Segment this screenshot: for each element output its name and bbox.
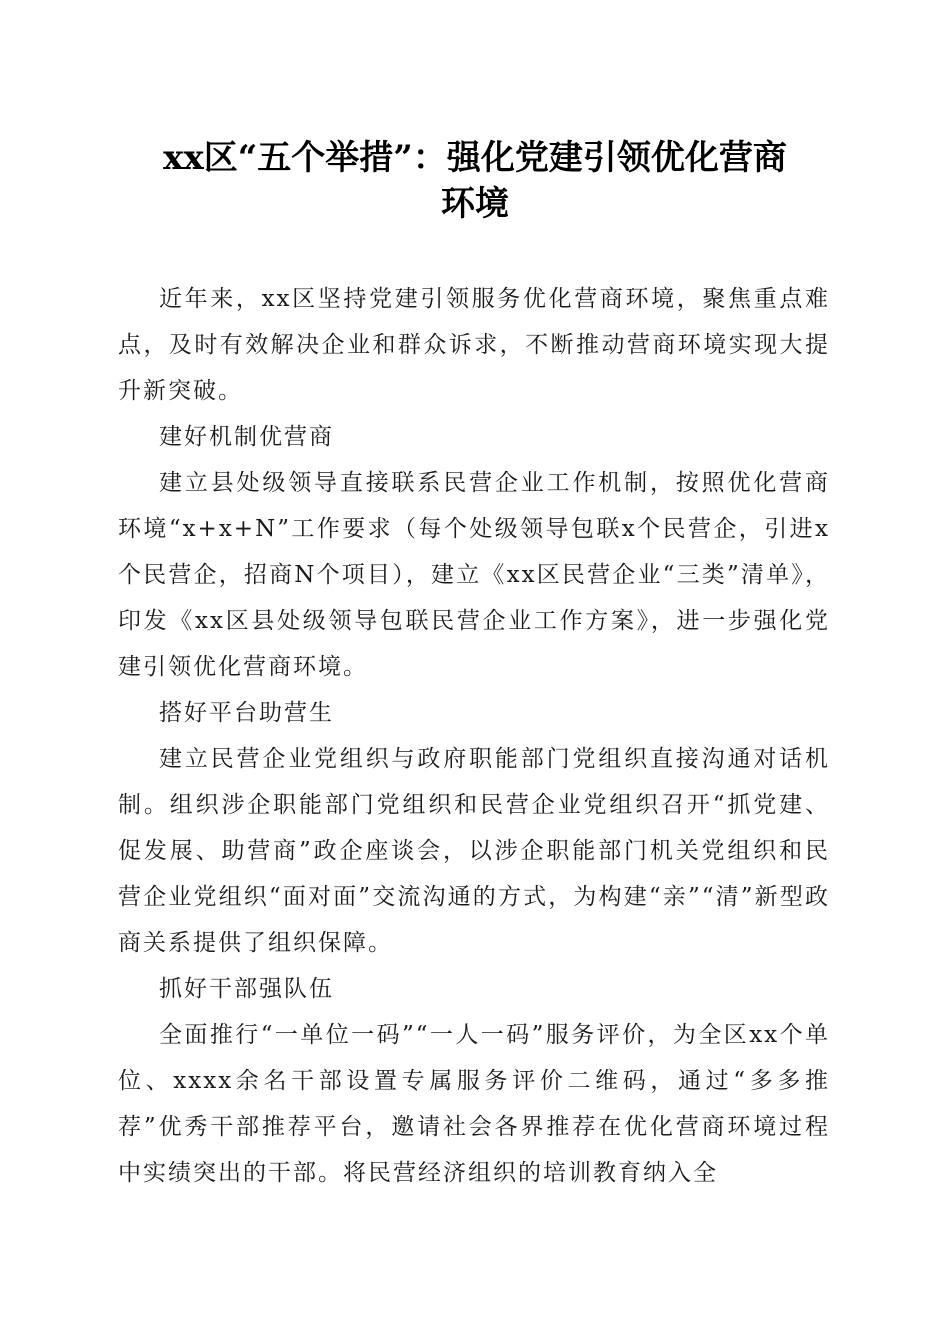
intro-paragraph: 近年来，xx区坚持党建引领服务优化营商环境，聚焦重点难点，及时有效解决企业和群众诉求，不断推动营商环境实现大提升新突破。 [118, 286, 830, 404]
document-title [120, 135, 830, 227]
mechanism-paragraph: 建立县处级领导直接联系民营企业工作机制，按照优化营商环境“x+x+N”工作要求（每个处级领导包联x个民营企，引进x个民营企，招商N个项目），建立《xx区民营企业“三类”清单》，印发《xx区县处级领导包联民营企业工作方案》，进一步强化党建引领优化营商环境。 [118, 470, 830, 680]
document-body [118, 276, 830, 1196]
platform-paragraph: 建立民营企业党组织与政府职能部门党组织直接沟通对话机制。组织涉企职能部门党组织和民营企业党组织召开“抓党建、促发展、助营商”政企座谈会，以涉企职能部门机关党组织和民营企业党组织“面对面”交流沟通的方式，为构建“亲”“清”新型政商关系提供了组织保障。 [118, 746, 830, 956]
section-heading-cadres: 抓好干部强队伍 [159, 976, 334, 1002]
section-heading-mechanism: 建好机制优营商 [159, 424, 334, 450]
title-line-1: xx区“五个举措”：强化党建引领优化营商 [163, 138, 787, 178]
title-line-2: 环境 [441, 184, 509, 224]
section-heading-platform: 搭好平台助营生 [159, 700, 334, 726]
cadres-paragraph: 全面推行“一单位一码”“一人一码”服务评价，为全区xx个单位、xxxx余名干部设置专属服务评价二维码，通过“多多推荐”优秀干部推荐平台，邀请社会各界推荐在优化营商环境过程中实绩突出的干部。将民营经济组织的培训教育纳入全 [118, 1022, 830, 1186]
